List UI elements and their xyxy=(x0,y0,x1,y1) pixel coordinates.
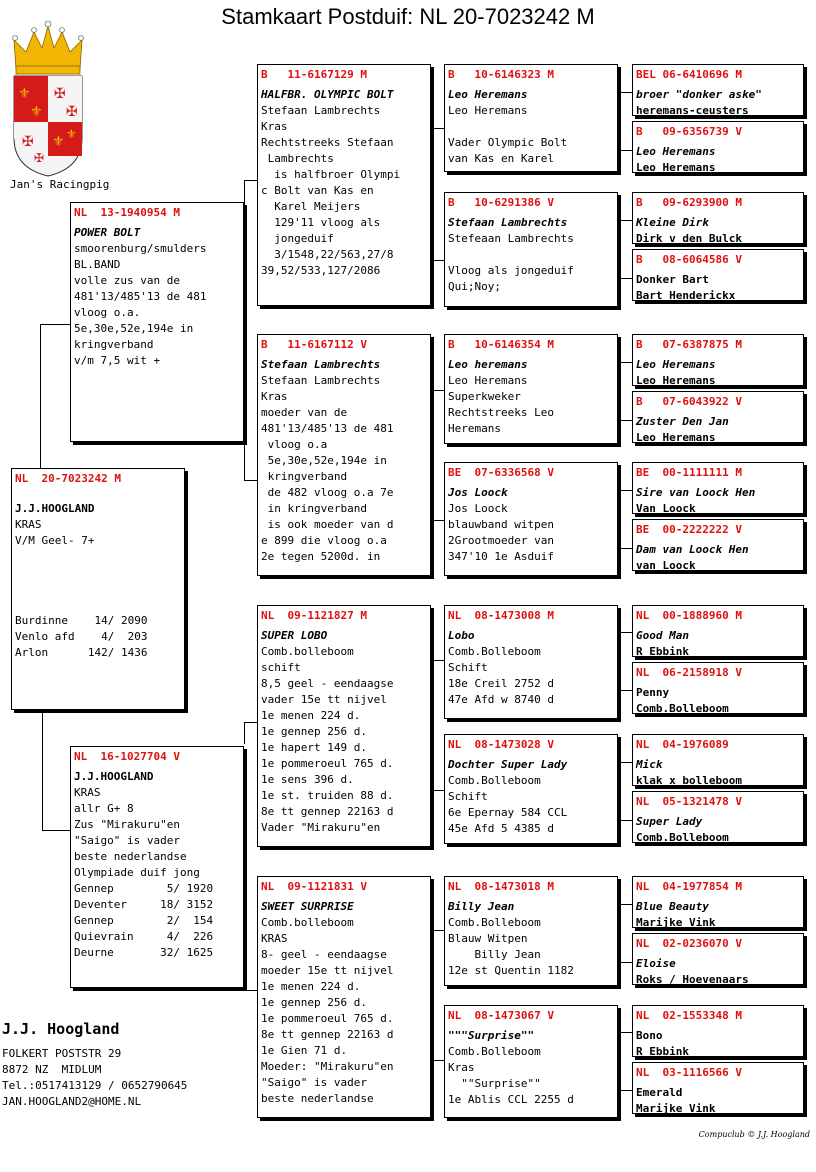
bird-detail-line: Venlo afd 4/ 203 xyxy=(15,630,148,643)
bird-detail-line: 1e sens 396 d. xyxy=(261,773,354,786)
bird-detail-line: Stefaan Lambrechts xyxy=(261,104,381,117)
connector-line xyxy=(618,962,632,963)
bird-detail-line: Comb.bolleboom xyxy=(261,645,354,658)
bird-detail-line: 8e tt gennep 22163 d xyxy=(261,1028,394,1041)
pedigree-card-b0[interactable] xyxy=(11,468,185,710)
pedigree-card-b20[interactable] xyxy=(632,391,804,443)
pedigree-card-b26[interactable] xyxy=(632,791,804,843)
connector-line xyxy=(431,790,444,791)
pedigree-card-b19[interactable] xyxy=(632,334,804,386)
copyright: Compuclub © J.J. Hoogland xyxy=(698,1130,810,1139)
bird-detail-line: Comb.Bolleboom xyxy=(448,916,541,929)
bird-detail-line: schift xyxy=(261,661,301,674)
ring-number: BEL 06-6410696 M xyxy=(636,68,742,81)
bird-detail-line: Rechtstreeks Leo xyxy=(448,406,554,419)
bird-detail-line: e 899 die vloog o.a xyxy=(261,534,387,547)
pedigree-card-b25[interactable] xyxy=(632,734,804,786)
bird-name: SUPER LOBO xyxy=(261,629,328,642)
bird-detail-line: Billy Jean xyxy=(448,948,541,961)
pedigree-card-b2[interactable] xyxy=(70,746,244,988)
ring-number: NL 08-1473008 M xyxy=(448,609,554,622)
pedigree-card-b13[interactable] xyxy=(444,876,618,986)
bird-name: Jos Loock xyxy=(448,486,508,499)
bird-name: Mick xyxy=(636,758,663,771)
connector-line xyxy=(244,990,257,991)
ring-number: NL 00-1888960 M xyxy=(636,609,742,622)
bird-detail-line: Arlon 142/ 1436 xyxy=(15,646,148,659)
ring-number: B 11-6167129 M xyxy=(261,68,367,81)
bird-detail-line: Roks / Hoevenaars xyxy=(636,973,749,985)
bird-detail-line: 8,5 geel - eendaagse xyxy=(261,677,394,690)
connector-line xyxy=(618,150,632,151)
ring-number: B 11-6167112 V xyxy=(261,338,367,351)
bird-detail-line: Heremans xyxy=(448,422,501,435)
bird-detail-line: Comb.Bolleboom xyxy=(448,774,541,787)
svg-text:⚜: ⚜ xyxy=(30,104,43,120)
bird-name: SWEET SURPRISE xyxy=(261,900,354,913)
bird-detail-line: 8e tt gennep 22163 d xyxy=(261,805,394,818)
pedigree-card-b1[interactable] xyxy=(70,202,244,442)
pedigree-card-b4[interactable] xyxy=(257,334,431,576)
bird-detail-line: Superkweker xyxy=(448,390,521,403)
owner-email: JAN.HOOGLAND2@HOME.NL xyxy=(2,1095,142,1108)
page-title: Stamkaart Postduif: NL 20-7023242 M xyxy=(221,4,595,29)
bird-detail-line: moeder 15e tt nijvel xyxy=(261,964,394,977)
bird-detail-line: Dirk v den Bulck xyxy=(636,232,742,244)
bird-name: Eloise xyxy=(636,957,676,970)
bird-name: Lobo xyxy=(448,629,475,642)
bird-detail-line: 1e pommeroeul 765 d. xyxy=(261,757,394,770)
bird-detail-line: 1e menen 224 d. xyxy=(261,709,361,722)
bird-detail-line: ""Surprise"" xyxy=(448,1077,541,1090)
bird-detail-line: v/m 7,5 wit + xyxy=(74,354,161,367)
bird-name: Bono xyxy=(636,1029,663,1042)
bird-name: Super Lady xyxy=(636,815,703,828)
pedigree-card-b16[interactable] xyxy=(632,121,804,173)
bird-detail-line: Karel Meijers xyxy=(261,200,361,213)
bird-detail-line xyxy=(15,581,181,597)
bird-detail-line: Jos Loock xyxy=(448,502,508,515)
pedigree-card-b3[interactable] xyxy=(257,64,431,306)
bird-detail-line: 1e menen 224 d. xyxy=(261,980,361,993)
bird-name: Kleine Dirk xyxy=(636,216,709,229)
connector-line xyxy=(244,870,245,990)
bird-name: """Surprise"" xyxy=(448,1029,535,1042)
pedigree-card-b22[interactable] xyxy=(632,519,804,571)
ring-number: B 07-6043922 V xyxy=(636,395,742,408)
connector-line xyxy=(431,660,444,661)
svg-text:✠: ✠ xyxy=(22,134,34,150)
bird-detail-line: klak x bolleboom xyxy=(636,774,742,786)
bird-detail-line: smoorenburg/smulders xyxy=(74,242,207,255)
connector-line xyxy=(618,362,632,363)
ring-number: NL 08-1473018 M xyxy=(448,880,554,893)
bird-detail-line: Leo Heremans xyxy=(636,431,716,443)
bird-detail-line: 5e,30e,52e,194e in xyxy=(74,322,194,335)
owner-block xyxy=(2,1020,187,1110)
pedigree-card-b28[interactable] xyxy=(632,933,804,985)
bird-detail-line: BL.BAND xyxy=(74,258,121,271)
bird-detail-line: vader 15e tt nijvel xyxy=(261,693,387,706)
bird-detail-line: Qui;Noy; xyxy=(448,280,501,293)
bird-detail-line: Leo Heremans xyxy=(636,374,716,386)
bird-detail-line: volle zus van de xyxy=(74,274,180,287)
bird-detail-line: Comb.Bolleboom xyxy=(636,702,729,714)
ring-number: NL 03-1116566 V xyxy=(636,1066,742,1079)
club-name: Jan's Racingpig xyxy=(10,178,110,191)
bird-detail-line: Vader "Mirakuru"en xyxy=(261,821,381,834)
connector-line xyxy=(618,92,632,93)
pedigree-card-b7[interactable] xyxy=(444,64,618,172)
bird-detail-line: J.J.HOOGLAND xyxy=(74,770,154,783)
bird-detail-line: 481'13/485'13 de 481 xyxy=(74,290,207,303)
bird-detail-line: beste nederlandse xyxy=(74,850,187,863)
ring-number: NL 08-1473028 V xyxy=(448,738,554,751)
bird-detail-line: 1e hapert 149 d. xyxy=(261,741,367,754)
connector-line xyxy=(618,278,632,279)
pedigree-card-b6[interactable] xyxy=(257,876,431,1118)
connector-line xyxy=(431,390,444,391)
svg-text:✠: ✠ xyxy=(34,151,45,165)
club-crest-icon xyxy=(8,18,88,178)
bird-detail-line: 1e gennep 256 d. xyxy=(261,996,367,1009)
bird-name: Dam van Loock Hen xyxy=(636,543,749,556)
connector-line xyxy=(244,480,257,481)
bird-detail-line: vloog o.a xyxy=(261,438,328,451)
bird-detail-line: van Loock xyxy=(636,559,696,571)
bird-name: Leo Heremans xyxy=(636,145,716,158)
bird-detail-line: Stefeaan Lambrechts xyxy=(448,232,574,245)
bird-name: Stefaan Lambrechts xyxy=(261,358,381,371)
bird-detail-line: Leo Heremans xyxy=(636,161,716,173)
ring-number: NL 02-0236070 V xyxy=(636,937,742,950)
bird-detail-line: Comb.Bolleboom xyxy=(636,831,729,843)
bird-detail-line xyxy=(15,565,181,581)
connector-line xyxy=(618,420,632,421)
pedigree-card-b12[interactable] xyxy=(444,734,618,844)
ring-number: B 10-6146354 M xyxy=(448,338,554,351)
bird-detail-line: Comb.Bolleboom xyxy=(448,1045,541,1058)
ring-number: NL 04-1976089 xyxy=(636,738,729,751)
bird-detail-line: 1e st. truiden 88 d. xyxy=(261,789,394,802)
bird-name: Dochter Super Lady xyxy=(448,758,568,771)
bird-detail-line: Blauw Witpen xyxy=(448,932,528,945)
pedigree-card-b15[interactable] xyxy=(632,64,804,116)
connector-line xyxy=(618,820,632,821)
bird-detail-line xyxy=(15,549,181,565)
bird-detail-line: Comb.Bolleboom xyxy=(448,645,541,658)
bird-detail-line: KRAS xyxy=(15,518,42,531)
connector-line xyxy=(618,490,632,491)
svg-text:✠: ✠ xyxy=(54,86,66,102)
ring-number: B 09-6293900 M xyxy=(636,196,742,209)
connector-line xyxy=(40,324,41,468)
ring-number: NL 08-1473067 V xyxy=(448,1009,554,1022)
bird-detail-line: van Kas en Karel xyxy=(448,152,554,165)
ring-number: B 10-6291386 V xyxy=(448,196,554,209)
bird-name: Donker Bart xyxy=(636,273,709,286)
bird-name: Billy Jean xyxy=(448,900,515,913)
connector-line xyxy=(618,548,632,549)
connector-line xyxy=(618,632,632,633)
pedigree-card-b14[interactable] xyxy=(444,1005,618,1118)
bird-name: Good Man xyxy=(636,629,689,642)
bird-detail-line xyxy=(448,247,614,263)
connector-line xyxy=(244,722,257,723)
ring-number: BE 07-6336568 V xyxy=(448,466,554,479)
bird-detail-line: Comb.bolleboom xyxy=(261,916,354,929)
bird-detail-line: vloog o.a. xyxy=(74,306,141,319)
pedigree-card-b5[interactable] xyxy=(257,605,431,847)
bird-detail-line: Deurne 32/ 1625 xyxy=(74,946,214,959)
bird-detail-line: Vader Olympic Bolt xyxy=(448,136,568,149)
bird-name: Penny xyxy=(636,686,670,699)
pedigree-card-b9[interactable] xyxy=(444,334,618,444)
bird-detail-line: c Bolt van Kas en xyxy=(261,184,374,197)
bird-name: Zuster Den Jan xyxy=(636,415,729,428)
ring-number: BE 00-1111111 M xyxy=(636,466,742,479)
connector-line xyxy=(431,128,444,129)
bird-detail-line xyxy=(448,119,614,135)
bird-name: Blue Beauty xyxy=(636,900,709,913)
pedigree-card-b10[interactable] xyxy=(444,462,618,576)
connector-line xyxy=(431,260,444,261)
ring-number: B 10-6146323 M xyxy=(448,68,554,81)
owner-phone: Tel.:0517413129 / 0652790645 xyxy=(2,1079,188,1092)
bird-detail-line: Bart Henderickx xyxy=(636,289,736,301)
bird-detail-line: "Saigo" is vader xyxy=(74,834,180,847)
bird-detail-line: Rechtstreeks Stefaan xyxy=(261,136,394,149)
connector-line xyxy=(42,830,70,831)
bird-detail-line: Leo Heremans xyxy=(448,374,528,387)
connector-line xyxy=(244,722,245,744)
bird-detail-line: 39,52/533,127/2086 xyxy=(261,264,381,277)
bird-detail-line: Marijke Vink xyxy=(636,1102,716,1114)
bird-detail-line: Schift xyxy=(448,790,488,803)
svg-text:⚜: ⚜ xyxy=(18,86,31,102)
ring-number: B 09-6356739 V xyxy=(636,125,742,138)
bird-detail-line: Gennep 2/ 154 xyxy=(74,914,214,927)
ring-number: NL 09-1121831 V xyxy=(261,880,367,893)
ring-number: B 07-6387875 M xyxy=(636,338,742,351)
bird-detail-line: 1e Ablis CCL 2255 d xyxy=(448,1093,574,1106)
ring-number: NL 16-1027704 V xyxy=(74,750,180,763)
bird-detail-line: heremans-ceusters xyxy=(636,104,749,116)
connector-line xyxy=(431,520,444,521)
bird-name: Stefaan Lambrechts xyxy=(448,216,568,229)
bird-detail-line: Burdinne 14/ 2090 xyxy=(15,614,148,627)
bird-detail-line: Quievrain 4/ 226 xyxy=(74,930,214,943)
connector-line xyxy=(618,762,632,763)
bird-detail-line: moeder van de xyxy=(261,406,348,419)
bird-detail-line: KRAS xyxy=(261,932,288,945)
bird-detail-line: de 482 vloog o.a 7e xyxy=(261,486,394,499)
bird-detail-line: Marijke Vink xyxy=(636,916,716,928)
bird-name: HALFBR. OLYMPIC BOLT xyxy=(261,88,394,101)
bird-detail-line: Kras xyxy=(261,120,288,133)
pedigree-card-b23[interactable] xyxy=(632,605,804,657)
bird-detail-line: R Ebbink xyxy=(636,1045,689,1057)
bird-detail-line: 45e Afd 5 4385 d xyxy=(448,822,554,835)
bird-detail-line: 6e Epernay 584 CCL xyxy=(448,806,568,819)
connector-line xyxy=(431,1060,444,1061)
bird-detail-line: 2Grootmoeder van xyxy=(448,534,554,547)
bird-detail-line: 12e st Quentin 1182 xyxy=(448,964,574,977)
owner-postcode: 8872 NZ MIDLUM xyxy=(2,1063,102,1076)
connector-line xyxy=(244,180,245,320)
bird-detail-line: blauwband witpen xyxy=(448,518,554,531)
bird-detail-line: is ook moeder van d xyxy=(261,518,394,531)
bird-detail-line: Kras xyxy=(261,390,288,403)
bird-name: J.J.HOOGLAND xyxy=(15,502,95,515)
bird-name: Leo Heremans xyxy=(448,88,528,101)
bird-detail-line: Lambrechts xyxy=(261,152,334,165)
bird-detail-line: Leo Heremans xyxy=(448,104,528,117)
bird-name: Emerald xyxy=(636,1086,683,1099)
ring-number: NL 05-1321478 V xyxy=(636,795,742,808)
bird-detail-line: 1e gennep 256 d. xyxy=(261,725,367,738)
ring-number: NL 13-1940954 M xyxy=(74,206,180,219)
bird-detail-line: kringverband xyxy=(261,470,348,483)
pedigree-card-b17[interactable] xyxy=(632,192,804,244)
bird-detail-line: Schift xyxy=(448,661,488,674)
owner-address: FOLKERT POSTSTR 29 xyxy=(2,1047,122,1060)
connector-line xyxy=(431,930,444,931)
pedigree-card-b24[interactable] xyxy=(632,662,804,714)
bird-detail-line: 47e Afd w 8740 d xyxy=(448,693,554,706)
bird-detail-line: kringverband xyxy=(74,338,154,351)
pedigree-card-b8[interactable] xyxy=(444,192,618,307)
bird-detail-line: Moeder: "Mirakuru"en xyxy=(261,1060,394,1073)
bird-detail-line: 1e Gien 71 d. xyxy=(261,1044,348,1057)
bird-detail-line: Stefaan Lambrechts xyxy=(261,374,381,387)
svg-text:⚜: ⚜ xyxy=(52,134,65,150)
connector-line xyxy=(244,330,245,480)
bird-detail-line: Olympiade duif jong xyxy=(74,866,200,879)
pedigree-card-b30[interactable] xyxy=(632,1062,804,1114)
bird-detail-line: 1e pommeroeul 765 d. xyxy=(261,1012,394,1025)
connector-line xyxy=(40,324,70,325)
bird-name: Leo Heremans xyxy=(636,358,716,371)
connector-line xyxy=(618,1032,632,1033)
ring-number: NL 02-1553348 M xyxy=(636,1009,742,1022)
svg-text:✠: ✠ xyxy=(66,104,78,120)
bird-detail-line: 5e,30e,52e,194e in xyxy=(261,454,387,467)
bird-detail-line: 8- geel - eendaagse xyxy=(261,948,387,961)
bird-detail-line: 2e tegen 5200d. in xyxy=(261,550,381,563)
connector-line xyxy=(618,1090,632,1091)
bird-detail-line: "Saigo" is vader xyxy=(261,1076,367,1089)
bird-name: broer "donker aske" xyxy=(636,88,762,101)
connector-line xyxy=(618,904,632,905)
ring-number: NL 09-1121827 M xyxy=(261,609,367,622)
bird-detail-line: 18e Creil 2752 d xyxy=(448,677,554,690)
bird-detail-line: 129'11 vloog als xyxy=(261,216,381,229)
svg-text:⚜: ⚜ xyxy=(66,127,77,141)
pedigree-card-b29[interactable] xyxy=(632,1005,804,1057)
bird-detail-line: beste nederlandse xyxy=(261,1092,374,1105)
connector-line xyxy=(42,710,43,830)
bird-detail-line xyxy=(15,597,181,613)
bird-detail-line: V/M Geel- 7+ xyxy=(15,534,95,547)
bird-detail-line: 3/1548,22/563,27/8 xyxy=(261,248,394,261)
bird-detail-line: Zus "Mirakuru"en xyxy=(74,818,180,831)
ring-number: NL 20-7023242 M xyxy=(15,472,121,485)
bird-detail-line: 481'13/485'13 de 481 xyxy=(261,422,394,435)
bird-detail-line: jongeduif xyxy=(261,232,334,245)
bird-name: POWER BOLT xyxy=(74,226,141,239)
connector-line xyxy=(618,690,632,691)
owner-name: J.J. Hoogland xyxy=(2,1020,120,1038)
connector-line xyxy=(618,220,632,221)
bird-detail-line: Van Loock xyxy=(636,502,696,514)
ring-number: NL 06-2158918 V xyxy=(636,666,742,679)
pedigree-card-b18[interactable] xyxy=(632,249,804,301)
pedigree-card-b11[interactable] xyxy=(444,605,618,719)
bird-detail-line: in kringverband xyxy=(261,502,367,515)
bird-detail-line: is halfbroer Olympi xyxy=(261,168,401,181)
pedigree-card-b27[interactable] xyxy=(632,876,804,928)
bird-detail-line: Vloog als jongeduif xyxy=(448,264,574,277)
pedigree-card-b21[interactable] xyxy=(632,462,804,514)
ring-number: NL 04-1977854 M xyxy=(636,880,742,893)
bird-detail-line: KRAS xyxy=(74,786,101,799)
bird-detail-line: Deventer 18/ 3152 xyxy=(74,898,214,911)
bird-detail-line: allr G+ 8 xyxy=(74,802,134,815)
connector-line xyxy=(244,180,257,181)
bird-name: Leo heremans xyxy=(448,358,528,371)
bird-detail-line: R Ebbink xyxy=(636,645,689,657)
ring-number: BE 00-2222222 V xyxy=(636,523,742,536)
bird-detail-line: 347'10 1e Asduif xyxy=(448,550,554,563)
bird-detail-line: Kras xyxy=(448,1061,475,1074)
ring-number: B 08-6064586 V xyxy=(636,253,742,266)
bird-detail-line: Gennep 5/ 1920 xyxy=(74,882,214,895)
bird-name: Sire van Loock Hen xyxy=(636,486,756,499)
